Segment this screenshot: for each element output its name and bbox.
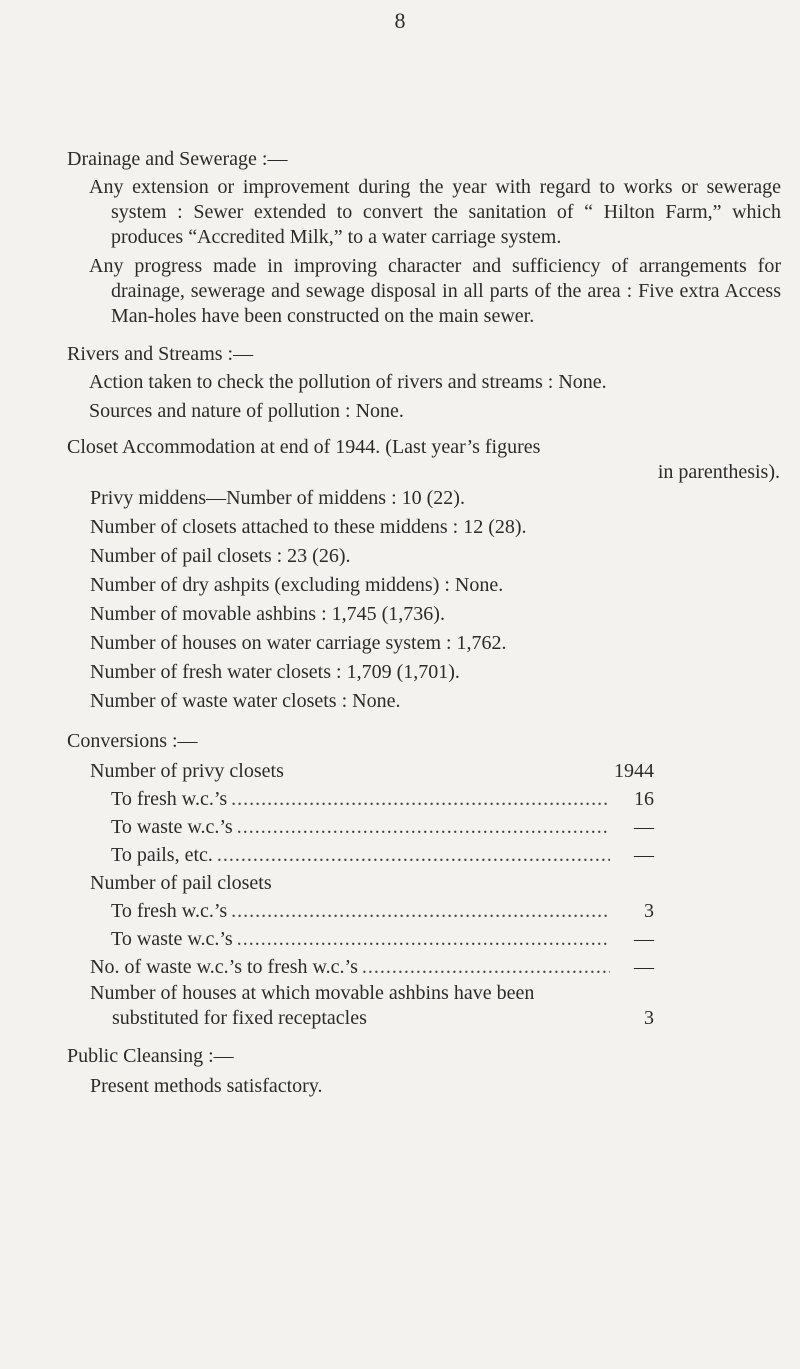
drainage-heading: Drainage and Sewerage :— [67, 148, 288, 170]
ashbins-row [90, 981, 654, 1031]
closet-line: Number of closets attached to these middens : 12 (28). [90, 516, 527, 538]
closet-line: Number of fresh water closets : 1,709 (1,701). [90, 661, 460, 683]
conversion-value: — [634, 844, 654, 866]
page-number: 8 [394, 8, 406, 33]
conversion-label: To pails, etc. [111, 844, 213, 866]
conversion-label: To waste w.c.’s [111, 928, 233, 950]
leader-dots [231, 897, 610, 925]
conversion-label: To waste w.c.’s [111, 816, 233, 838]
privy-closets-label: Number of privy closets [90, 760, 284, 782]
leader-dots [217, 841, 610, 869]
conversions-heading: Conversions :— [67, 730, 198, 752]
closet-line: Number of movable ashbins : 1,745 (1,736). [90, 603, 445, 625]
pail-closets-row [90, 869, 654, 897]
privy-closets-row [90, 757, 654, 785]
conversion-row [111, 785, 654, 813]
year-column-header: 1944 [614, 760, 654, 782]
rivers-heading: Rivers and Streams :— [67, 343, 254, 365]
rivers-section [0, 339, 800, 424]
conversion-label: Number of houses at which movable ashbins have been substituted for fixed receptacles [90, 982, 535, 1029]
conversion-value: — [634, 816, 654, 838]
rivers-pollution-sources: Sources and nature of pollution : None. [89, 400, 404, 422]
leader-dots [362, 953, 610, 981]
drainage-progress-paragraph: Any progress made in improving character and sufficiency of arrangements for drainage, sewerage and sewage disposal in all parts of the area : Five extra Access Man-holes have been constructed on the main sewer. [89, 255, 781, 327]
closet-line: Number of houses on water carriage system : 1,762. [90, 632, 507, 654]
waste-to-fresh-row [90, 953, 654, 981]
conversion-value: — [634, 956, 654, 978]
conversion-row [111, 925, 654, 953]
conversion-value: 16 [634, 788, 654, 810]
conversion-label: To fresh w.c.’s [111, 788, 228, 810]
cleansing-section [0, 1041, 800, 1101]
conversion-row [111, 841, 654, 869]
closet-line: Privy middens—Number of middens : 10 (22). [90, 487, 465, 509]
leader-dots [237, 813, 610, 841]
closet-line: Number of dry ashpits (excluding middens) : None. [90, 574, 504, 596]
conversion-label: To fresh w.c.’s [111, 900, 228, 922]
conversions-section [0, 726, 800, 1031]
closet-heading: Closet Accommodation at end of 1944. (Last year’s figures [67, 436, 541, 458]
page-content [0, 144, 800, 1101]
closet-section [0, 434, 800, 716]
conversion-row [111, 813, 654, 841]
cleansing-line: Present methods satisfactory. [90, 1075, 323, 1097]
leader-dots [237, 925, 610, 953]
conversion-value: 3 [644, 1007, 654, 1029]
conversion-value: — [634, 928, 654, 950]
drainage-section [0, 144, 800, 329]
closet-heading-continuation: in parenthesis). [657, 461, 780, 483]
closet-line: Number of waste water closets : None. [90, 690, 401, 712]
leader-dots [231, 785, 610, 813]
conversion-row [111, 897, 654, 925]
closet-line: Number of pail closets : 23 (26). [90, 545, 351, 567]
pail-closets-label: Number of pail closets [90, 872, 272, 894]
conversion-value: 3 [644, 900, 654, 922]
conversion-label: No. of waste w.c.’s to fresh w.c.’s [90, 956, 358, 978]
drainage-extension-paragraph: Any extension or improvement during the year with regard to works or sewerage system : Sewer extended to convert the sanitation of “ Hilton Farm,” which produces “Accredited Milk,” to a water carriage system. [89, 176, 781, 248]
cleansing-heading: Public Cleansing :— [67, 1045, 234, 1067]
rivers-pollution-action: Action taken to check the pollution of rivers and streams : None. [89, 371, 607, 393]
